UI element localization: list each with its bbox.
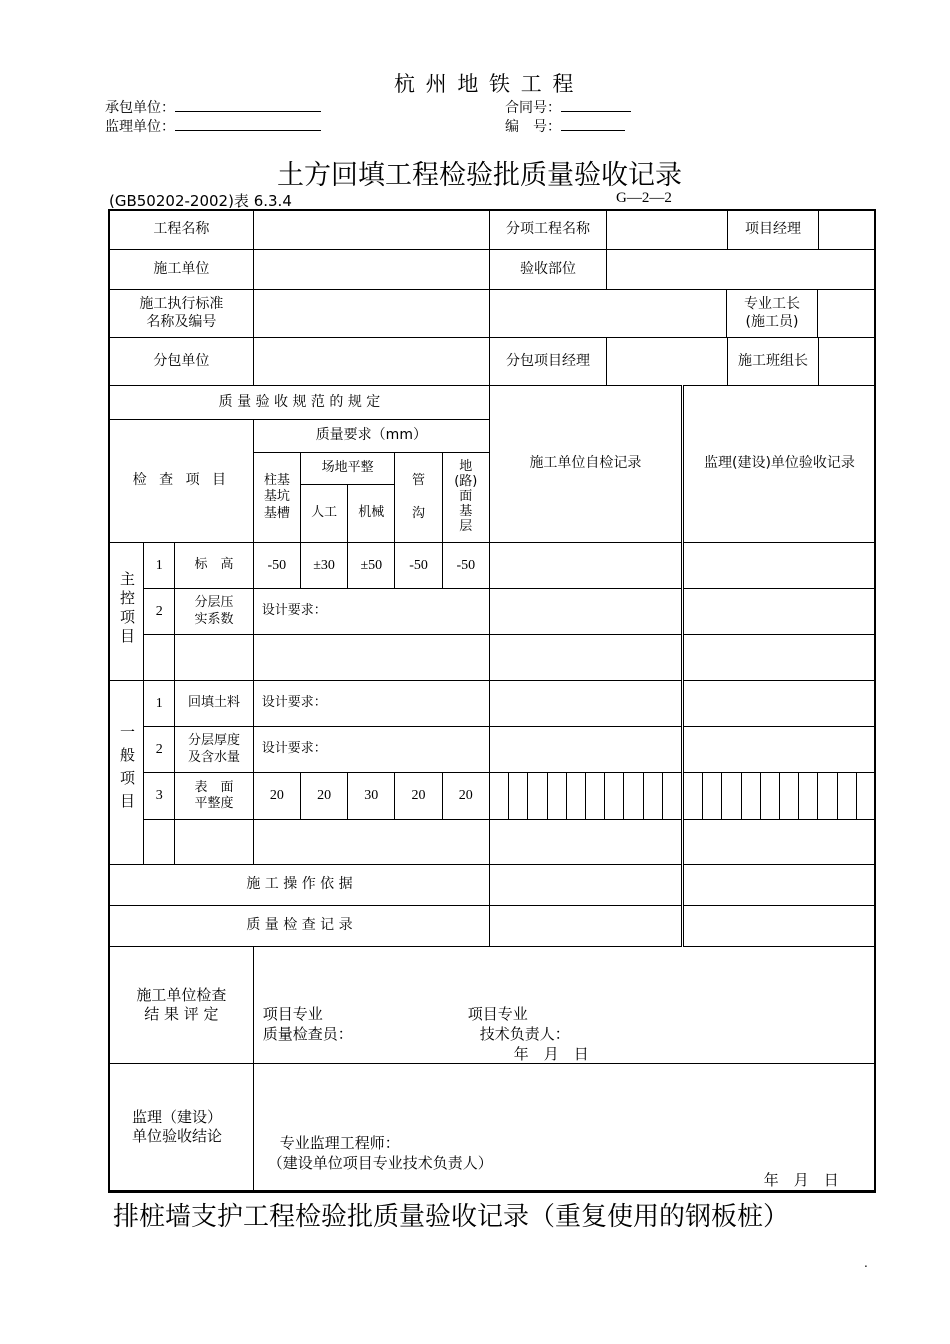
col-pipe-line1: 管 [412,473,426,489]
main-row2-name-line1: 分层压 [194,595,234,611]
contractor-row [105,97,321,117]
standard-label [110,290,254,338]
construction-unit-value[interactable] [253,250,489,290]
general-row1-supervision[interactable] [682,681,875,727]
general-row2-supervision[interactable] [682,727,875,773]
team-leader-label: 施工班组长 [728,338,819,385]
supervisor-field[interactable] [175,117,321,131]
supervision-label [110,1064,254,1191]
col-road-line1: 地 [459,459,473,475]
project-manager-value[interactable] [819,211,875,249]
subcontractor-label: 分包单位 [110,338,254,386]
conclusion-body[interactable] [253,947,875,1064]
general-row3-name-line1: 表 面 [194,779,234,795]
next-form-title: 排桩墙支护工程检验批质量验收记录（重复使用的钢板桩） [113,1202,790,1232]
acceptance-part-value[interactable] [607,250,875,289]
tech-block [468,1005,570,1044]
supervision-check-header: 监理(建设)单位验收记录 [682,386,875,543]
general-row3-name [175,773,253,820]
serial-no-row [505,116,625,136]
main-row2-name [175,589,253,635]
general-row2-name [175,727,253,773]
info-row4-right [489,338,875,386]
operation-basis-self[interactable] [489,865,682,906]
standard-value-ext[interactable] [490,290,727,337]
project-name-value[interactable] [253,211,489,250]
standard-label-line1: 施工执行标准 [139,296,224,312]
supervisor-row [105,116,321,136]
tech-line1: 项目专业 [467,1005,528,1023]
engineer-line1: 专业监理工程师： [279,1134,400,1152]
team-leader-value[interactable] [819,338,875,385]
general-row3-supervision-grid[interactable] [682,773,875,820]
general-row3-v4: 20 [395,773,442,820]
main-row1-v1: -50 [253,543,300,589]
main-row1-supervision[interactable] [682,543,875,589]
check-items-header: 检 查 项 目 [110,420,254,543]
general-row4-supervision[interactable] [682,820,875,865]
main-row2-supervision[interactable] [682,589,875,635]
general-row2-name-line1: 分层厚度 [188,733,241,749]
main-row2-no: 2 [144,589,175,635]
main-row1-v3: ±50 [348,543,395,589]
info-row1-right [489,211,875,250]
general-row2-self[interactable] [489,727,682,773]
col-site-header: 场地平整 [300,453,394,485]
general-row4-name [175,820,253,865]
col-pit-line1: 柱基 [263,473,290,489]
sub-pm-value[interactable] [607,338,728,385]
main-row2-req: 设计要求： [253,589,489,635]
general-row4-no [144,820,175,865]
info-row3-right [489,290,875,338]
sub-pm-label: 分包项目经理 [490,338,607,385]
conclusion-label-line2: 结 果 评 定 [144,1005,219,1023]
standard-label-line2: 名称及编号 [146,313,217,330]
col-road-line4: 基 [459,503,473,519]
contractor-label: 承包单位： [105,100,175,116]
tech-line2: 技术负责人： [479,1024,570,1043]
contractor-field[interactable] [175,98,321,112]
supervision-label-line2: 单位验收结论 [132,1127,223,1145]
project-name-label: 工程名称 [110,211,254,250]
col-road-line5: 层 [459,518,473,534]
main-items-label: 主控项目 [110,543,144,681]
main-row3-no [144,635,175,681]
quality-req-header: 质量要求（mm） [253,420,489,453]
serial-no-label: 编 号： [505,119,561,135]
col-pit-line3: 基槽 [263,505,290,521]
main-row1-no: 1 [144,543,175,589]
general-row4-self[interactable] [489,820,682,865]
contract-no-field[interactable] [561,98,631,112]
col-manual-header: 人工 [300,485,347,543]
main-row1-v2: ±30 [300,543,347,589]
quality-record-self[interactable] [489,906,682,947]
conclusion-label [110,947,254,1064]
general-row2-req: 设计要求： [253,727,489,773]
foreman-label [727,290,818,337]
engineer-line2: （建设单位项目专业技术负责人） [267,1153,493,1172]
supervision-date: 年 月 日 [763,1171,839,1189]
col-machine-header: 机械 [348,485,395,543]
spec-heading: 质 量 验 收 规 范 的 规 定 [110,386,490,420]
footer-dot: . [864,1256,868,1270]
main-row1-v4: -50 [395,543,442,589]
main-row3-supervision[interactable] [682,635,875,681]
conclusion-date: 年 月 日 [513,1045,589,1063]
acceptance-part-label: 验收部位 [490,250,607,289]
sub-item-name-value[interactable] [607,211,728,249]
form-code: G—2—2 [616,190,672,206]
col-road-line3: 面 [459,489,473,505]
general-row1-self[interactable] [489,681,682,727]
inspector-line2: 质量检查员： [262,1024,353,1043]
conclusion-label-line1: 施工单位检查 [136,986,227,1005]
general-items-label: 一般项目 [110,681,144,865]
standard-value[interactable] [253,290,489,338]
quality-record-label: 质 量 检 查 记 录 [110,906,490,947]
inspector-block [263,1005,353,1044]
general-row3-name-line2: 平整度 [194,796,234,811]
col-pipe-header [395,453,442,543]
main-row3-self[interactable] [489,635,682,681]
main-row3-req [253,635,489,681]
general-row1-name: 回填土料 [175,681,253,727]
supervision-body[interactable] [253,1064,875,1191]
general-row3-no: 3 [144,773,175,820]
general-row3-self-grid[interactable] [489,773,682,820]
main-row1-v5: -50 [442,543,489,589]
contract-no-label: 合同号： [505,100,561,116]
main-row2-self[interactable] [489,589,682,635]
general-row4-req [253,820,489,865]
col-road-line2: (路) [454,474,478,490]
main-row2-name-line2: 实系数 [194,611,234,627]
form-title: 土方回填工程检验批质量验收记录 [277,160,682,191]
construction-unit-label: 施工单位 [110,250,254,290]
general-row1-no: 1 [144,681,175,727]
operation-basis-supervision[interactable] [682,865,875,906]
foreman-label-line1: 专业工长 [743,296,800,312]
foreman-label-line2: (施工员) [745,313,799,330]
acceptance-table [109,210,876,1191]
sub-item-name-label: 分项工程名称 [490,211,607,249]
general-row3-v1: 20 [253,773,300,820]
foreman-value[interactable] [818,290,875,337]
main-row1-self[interactable] [489,543,682,589]
col-road-header [442,453,489,543]
engineer-block [268,1134,493,1173]
standard-code: (GB50202-2002)表 6.3.4 [109,192,292,210]
general-row1-req: 设计要求： [253,681,489,727]
quality-record-supervision[interactable] [682,906,875,947]
inspector-line1: 项目专业 [262,1005,323,1023]
contract-no-row [505,97,631,117]
project-title: 杭 州 地 铁 工 程 [394,72,576,96]
supervision-label-line1: 监理（建设） [132,1108,223,1127]
col-pipe-line2: 沟 [412,505,426,521]
main-row1-name: 标 高 [175,543,253,589]
col-pit-header [253,453,300,543]
main-row3-name [175,635,253,681]
general-row3-v5: 20 [442,773,489,820]
general-row3-v2: 20 [300,773,347,820]
subcontractor-value[interactable] [253,338,489,386]
general-row2-name-line2: 及含水量 [188,749,241,765]
self-check-header: 施工单位自检记录 [489,386,682,543]
serial-no-field[interactable] [561,117,625,131]
general-row2-no: 2 [144,727,175,773]
project-manager-label: 项目经理 [728,211,819,249]
operation-basis-label: 施 工 操 作 依 据 [110,865,490,906]
general-row3-v3: 30 [348,773,395,820]
info-row2-right [489,250,875,290]
supervisor-label: 监理单位： [105,119,175,135]
col-pit-line2: 基坑 [263,489,290,505]
